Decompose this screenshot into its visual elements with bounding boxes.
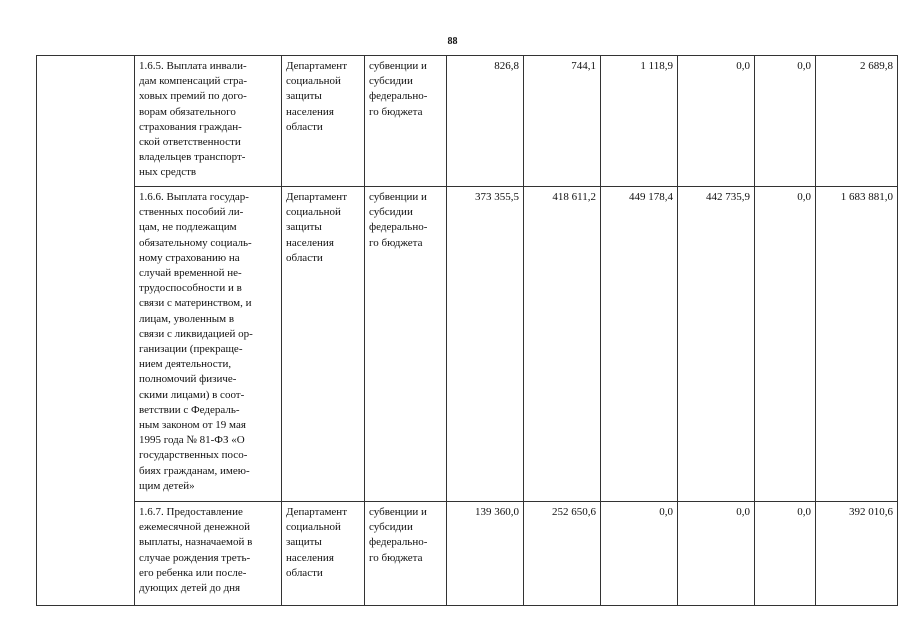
value-cell: 139 360,0 — [447, 502, 524, 606]
value-cell: 449 178,4 — [601, 187, 678, 502]
blank-first-column — [37, 56, 135, 606]
value-cell: 252 650,6 — [524, 502, 601, 606]
budget-table — [36, 55, 898, 606]
total-cell: 1 683 881,0 — [816, 187, 898, 502]
value-cell: 0,0 — [678, 502, 755, 606]
table-row — [37, 187, 898, 502]
executor-cell: Департамент социальной защиты населения области — [282, 502, 365, 606]
table-row — [37, 502, 898, 606]
value-cell: 1 118,9 — [601, 56, 678, 187]
value-cell: 0,0 — [678, 56, 755, 187]
value-cell: 373 355,5 — [447, 187, 524, 502]
funding-source-cell: субвенции и субсидии федерально- го бюджета — [365, 187, 447, 502]
table-row — [37, 56, 898, 187]
total-cell: 392 010,6 — [816, 502, 898, 606]
funding-source-cell: субвенции и субсидии федерально- го бюджета — [365, 56, 447, 187]
description-cell: 1.6.6. Выплата государ- ственных пособий ли- цам, не подлежащим обязательному социаль- ному страхованию на случай временной не- трудоспособности и в связи с материнством, и лицам, уволенным в связи с ликвидацией ор- ганизации (прекраще- нием деятельности, полномочий физиче- скими лицами) в соот- ветствии с Федераль- ным законом от 19 мая 1995 года № 81-ФЗ «О государственных посо- биях гражданам, имею- щим детей» — [135, 187, 282, 502]
funding-source-cell: субвенции и субсидии федерально- го бюджета — [365, 502, 447, 606]
value-cell: 0,0 — [601, 502, 678, 606]
value-cell: 0,0 — [755, 502, 816, 606]
description-cell: 1.6.5. Выплата инвали- дам компенсаций стра- ховых премий по дого- ворам обязательного страхования граждан- ской ответственности владельцев транспорт- ных средств — [135, 56, 282, 187]
description-cell: 1.6.7. Предоставление ежемесячной денежной выплаты, назначаемой в случае рождения треть- его ребенка или после- дующих детей до дня — [135, 502, 282, 606]
total-cell: 2 689,8 — [816, 56, 898, 187]
value-cell: 442 735,9 — [678, 187, 755, 502]
value-cell: 0,0 — [755, 56, 816, 187]
value-cell: 418 611,2 — [524, 187, 601, 502]
page-number: 88 — [447, 36, 458, 47]
executor-cell: Департамент социальной защиты населения области — [282, 187, 365, 502]
executor-cell: Департамент социальной защиты населения области — [282, 56, 365, 187]
value-cell: 826,8 — [447, 56, 524, 187]
value-cell: 0,0 — [755, 187, 816, 502]
value-cell: 744,1 — [524, 56, 601, 187]
